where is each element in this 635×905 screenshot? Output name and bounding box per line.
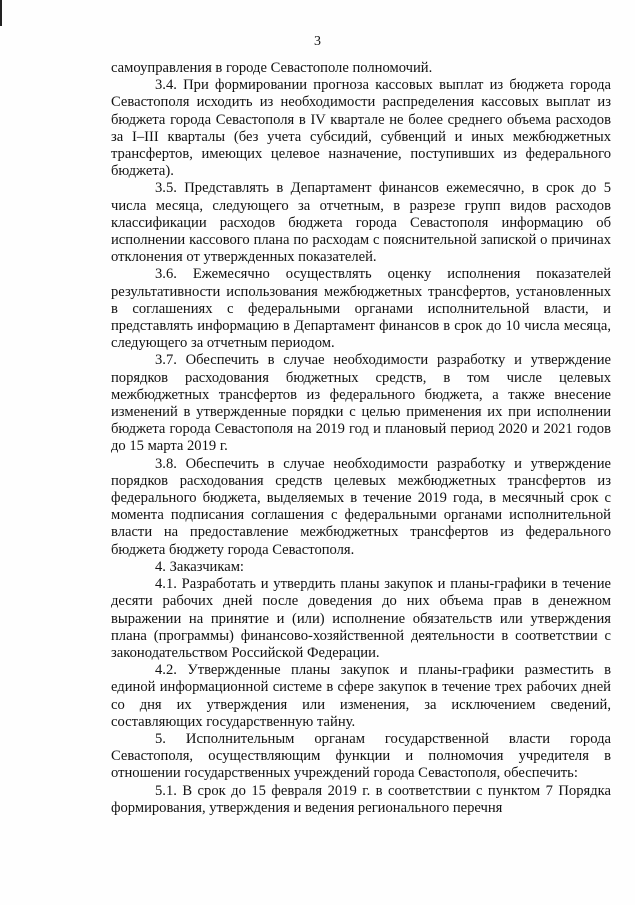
paragraph: 3.5. Представлять в Департамент финансов ежемесячно, в срок до 5 числа месяца, следующего за отчетным, в разрезе групп видов расходов классификации расходов бюджета города Севастополя информацию об исполнении кассового плана по расходам с пояснительной запиской о причинах отклонения от утвержденных показателей. xyxy=(111,180,611,266)
paragraph: 3.8. Обеспечить в случае необходимости разработку и утверждение порядков расходования средств целевых межбюджетных трансфертов из федерального бюджета, выделяемых в течение 2019 года, в месячный срок с момента подписания соглашения с федеральными органами исполнительной власти на предоставление межбюджетных трансфертов из федерального бюджета бюджету города Севастополя. xyxy=(111,455,611,558)
paragraph: 5. Исполнительным органам государственной власти города Севастополя, осуществляющим функции и полномочия учредителя в отношении государственных учреждений города Севастополя, обеспечить: xyxy=(111,730,611,782)
paragraph: самоуправления в городе Севастополе полномочий. xyxy=(111,60,433,76)
document-body xyxy=(111,60,611,817)
paragraph: 3.4. При формировании прогноза кассовых выплат из бюджета города Севастополя исходить из необходимости распределения кассовых выплат из бюджета города Севастополя в IV квартале не более среднего объема расходов за I–III кварталы (без учета субсидий, субвенций и иных межбюджетных трансфертов, имеющих целевое назначение, поступивших из федерального бюджета). xyxy=(111,77,611,180)
paragraph: 4.1. Разработать и утвердить планы закупок и планы-графики в течение десяти рабочих дней после доведения до них объема прав в денежном выражении на принятие и (или) исполнение обязательств или утверждения плана (программы) финансово-хозяйственной деятельности в соответствии с законодательством Российской Федерации. xyxy=(111,576,611,661)
paragraph: 3.7. Обеспечить в случае необходимости разработку и утверждение порядков расходования бюджетных средств, в том числе целевых межбюджетных трансфертов из федерального бюджета, а также внесение изменений в утвержденные порядки с целью применения их при исполнении бюджета города Севастополя на 2019 год и плановый период 2020 и 2021 годов до 15 марта 2019 г. xyxy=(111,352,611,455)
page-number: 3 xyxy=(314,34,321,49)
paragraph: 4.2. Утвержденные планы закупок и планы-графики разместить в единой информационной системе в сфере закупок в течение трех рабочих дней со дня их утверждения или изменения, за исключением сведений, составляющих государственную тайну. xyxy=(111,662,611,730)
paragraph: 4. Заказчикам: xyxy=(155,558,244,575)
paragraph: 5.1. В срок до 15 февраля 2019 г. в соответствии с пунктом 7 Порядка формирования, утверждения и ведения регионального перечня xyxy=(111,782,611,816)
scan-edge-mark xyxy=(0,0,2,26)
paragraph: 3.6. Ежемесячно осуществлять оценку исполнения показателей результативности использования межбюджетных трансфертов, установленных в соглашениях с федеральными органами исполнительной власти, и представлять информацию в Департамент финансов в срок до 10 числа месяца, следующего за отчетным периодом. xyxy=(111,266,611,352)
